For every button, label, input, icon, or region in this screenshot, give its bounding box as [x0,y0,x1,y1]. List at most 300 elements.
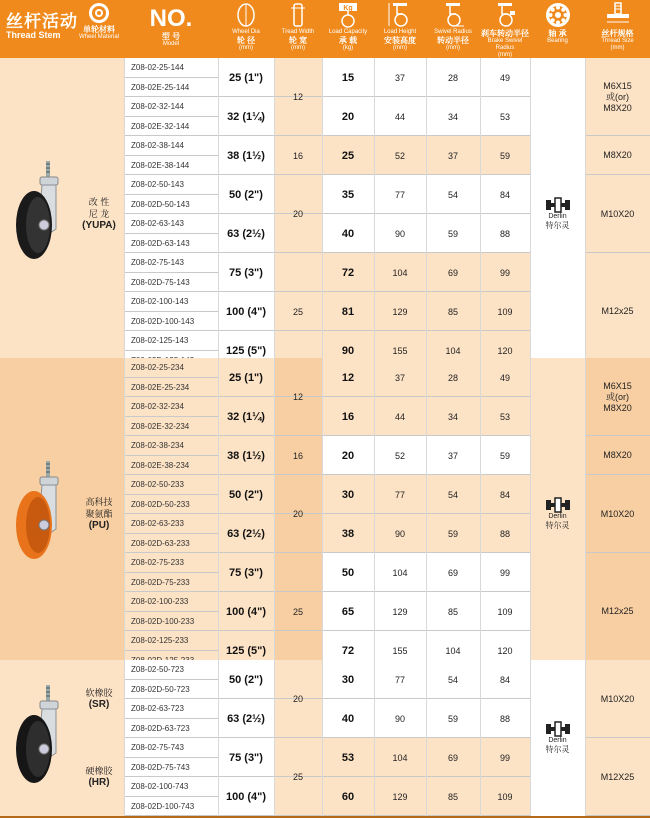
thread-size-line: M12x25 [601,306,634,316]
wheel-diameter [218,175,274,214]
tread-width-unit: (mm) [291,45,305,51]
height-en: Load Height [383,29,417,35]
brake-swivel-radius: 84 [499,489,510,500]
load-capacity: 16 [341,410,355,423]
model-number: Z08-02D-63-143 [131,238,190,248]
wheel-dia-inch: (3") [244,751,263,764]
swivel-radius: 54 [447,674,458,685]
material-cn: 软橡胶 [85,688,113,698]
bearing-en: Derlin [548,737,567,744]
wheel-dia-inch: (5") [247,344,267,357]
brake-swivel-radius: 120 [497,645,513,656]
tread-width: 16 [292,450,303,461]
thread-size [585,475,650,553]
column-divider [322,58,323,370]
wheel-diameter [218,58,274,97]
thread-size [585,253,650,370]
thread-header [585,0,650,58]
swivel-radius: 104 [445,645,461,656]
column-divider [218,660,219,816]
material-en: (SR) [88,699,110,710]
wheel-dia-inch: (4") [247,605,267,618]
wheel-dia-inch: (5") [247,644,267,657]
swivel-radius: 37 [447,450,458,461]
column-divider [374,58,375,370]
column-divider [274,358,275,670]
derlin-bearing-icon [545,197,571,213]
wheel-material-cn: 单轮材料 [83,25,115,34]
thread-size [585,436,650,475]
swivel-radius: 69 [447,752,458,763]
wheel-dia-mm: 50 [229,673,242,686]
column-divider [530,358,531,670]
load-capacity: 20 [341,449,355,462]
wheel-dia-mm: 50 [229,488,242,501]
model-number: Z08-02-32-234 [131,402,184,412]
thread-size-line: 或(or) [606,91,629,102]
wheel-dia-inch: (1½) [242,149,265,162]
column-divider [426,58,427,370]
load-height: 104 [392,752,408,763]
load-capacity: 40 [341,712,355,725]
brake-swivel-radius: 99 [499,267,510,278]
wheel-dia-inch: (2½) [242,527,265,540]
model-number: Z08-02-32-144 [131,102,184,112]
swivel-header [426,0,480,58]
swivel-radius: 59 [447,528,458,539]
height-cn: 安装高度 [384,36,416,45]
thread-unit: (mm) [610,45,625,51]
wheel-diameter [218,553,274,592]
bearing-en: Derlin [548,213,567,220]
bearing-cn: 特尔灵 [545,745,570,754]
title-cn: 丝杆活动 [6,12,78,31]
model-number: Z08-02E-38-144 [131,160,190,170]
tread-width: 20 [292,694,303,704]
bearing-icon [545,2,571,28]
model-number: Z08-02-63-143 [131,219,184,229]
no-label: NO. [149,5,193,32]
wheel-dia-cn: 轮 径 [236,36,256,45]
thread-size [585,175,650,253]
thread-size-line: M8X20 [603,402,632,413]
brake-swivel-radius: 109 [497,606,513,617]
brake-cn: 刹车转动半径 [481,29,529,38]
wheel-dia-inch: (4") [247,305,267,318]
derlin-bearing-icon [545,721,571,737]
model-number: Z08-02-75-743 [131,743,184,753]
wheel-diameter [218,214,274,253]
model-number: Z08-02D-50-723 [131,684,190,694]
model-number: Z08-02D-100-233 [131,616,195,626]
wheel-dia-inch: (1") [244,371,263,384]
column-divider [585,58,586,370]
bearing-cn: 特尔灵 [545,221,570,230]
material-cn: 改 性 尼 龙 [88,197,110,219]
load-capacity: 38 [341,527,355,540]
material-cn: 硬橡胶 [85,766,113,776]
load-capacity: 30 [341,488,355,501]
swivel-radius: 54 [447,489,458,500]
brake-swivel-icon [492,2,518,28]
column-divider [374,358,375,670]
thread-size-line: M10X20 [600,693,635,704]
load-height: 155 [392,645,408,656]
wheel-dia-mm: 100 [225,305,245,318]
wheel-dia-mm: 25 [229,371,242,384]
bearing-cell [530,58,585,370]
brake-swivel-radius: 59 [499,450,510,461]
load-capacity: 40 [341,227,355,240]
tread-width-cn: 轮 宽 [288,36,308,45]
load-height: 104 [392,267,408,278]
wheel-dia-inch: (1½) [242,449,265,462]
wheel-diameter [218,97,274,136]
thread-size-line: M6X15 [603,80,632,91]
load-height: 77 [394,189,405,200]
column-divider [274,660,275,816]
model-en: Model [162,41,180,47]
wheel-dia-mm: 100 [225,790,245,803]
model-number: Z08-02-38-144 [131,141,184,151]
brake-swivel-radius: 84 [499,674,510,685]
wheel-dia-inch: (1¼) [242,410,265,423]
wheel-dia-header [218,0,274,58]
swivel-radius: 37 [447,150,458,161]
column-divider [124,358,125,670]
swivel-radius-icon [440,2,466,28]
column-divider [426,358,427,670]
bearing-cn: 轴 承 [548,29,567,38]
swivel-en: Swivel Radius [434,29,472,35]
column-divider [530,58,531,370]
brake-swivel-radius: 120 [497,345,513,356]
swivel-radius: 34 [447,411,458,422]
thread-size [585,660,650,738]
thread-size [585,136,650,175]
brake-swivel-radius: 49 [499,72,510,83]
wheel-dia-inch: (2") [244,188,263,201]
column-divider [480,58,481,370]
load-height: 90 [394,528,405,539]
tread-width-header [274,0,322,58]
load-capacity: 50 [341,566,355,579]
wheel-material [74,660,124,738]
tread-width: 16 [292,150,303,161]
brake-swivel-radius: 88 [499,713,510,724]
thread-size-line: M12x25 [601,606,634,616]
model-header [124,0,218,58]
wheel-material [74,738,124,816]
wheel-dia-mm: 50 [229,188,242,201]
load-height: 77 [394,674,405,685]
brake-swivel-radius: 53 [499,111,510,122]
model-number: Z08-02E-38-234 [131,460,190,470]
swivel-radius: 54 [447,189,458,200]
swivel-radius: 69 [447,267,458,278]
brake-swivel-radius: 49 [499,372,510,383]
column-divider [480,358,481,670]
swivel-radius: 59 [447,228,458,239]
wheel-dia-mm: 75 [229,566,242,579]
brake-swivel-radius: 109 [497,306,513,317]
load-icon [335,2,361,28]
load-height: 52 [394,150,405,161]
wheel-dia-mm: 75 [229,751,242,764]
swivel-cn: 转动半径 [437,36,469,45]
wheel-diameter [218,436,274,475]
load-header [322,0,374,58]
wheel-diameter [218,475,274,514]
wheel-dia-mm: 125 [225,344,245,357]
column-divider [124,660,125,816]
column-divider [530,660,531,816]
wheel-dia-mm: 125 [225,644,245,657]
bearing-header [530,0,585,58]
thread-size-line: 或(or) [606,391,629,402]
caster-wheel-icon [10,159,68,269]
thread-size-line: M12X25 [600,771,635,782]
wheel-dia-mm: 38 [227,449,240,462]
thread-size-line: M8X20 [603,450,632,460]
model-number: Z08-02-100-743 [131,782,189,792]
tread-width: 12 [292,392,303,402]
column-divider [218,358,219,670]
thread-size [585,553,650,670]
table-header [0,0,650,58]
model-number: Z08-02-50-143 [131,180,184,190]
load-capacity: 20 [341,110,355,123]
load-height: 104 [392,567,408,578]
wheel-dia-mm: 100 [225,605,245,618]
wheel-diameter [218,397,274,436]
load-icon-label: Kg [343,5,353,12]
model-number: Z08-02E-25-234 [131,382,190,392]
brake-en: Brake Swivel Radius [487,38,523,51]
model-number: Z08-02-125-143 [131,336,189,346]
wheel-material-en: Wheel Material [78,34,119,40]
load-capacity: 35 [341,188,355,201]
load-capacity: 72 [341,644,355,657]
caster-wheel-icon [10,459,68,569]
tread-width: 20 [292,209,303,219]
wheel-dia-inch: (2") [244,673,263,686]
load-capacity: 60 [341,790,355,803]
thread-size-icon [605,2,631,28]
wheel-diameter [218,777,274,816]
load-capacity: 90 [341,344,355,357]
height-unit: (mm) [393,45,407,51]
wheel-dia-inch: (2½) [242,227,265,240]
brake-unit: (mm) [498,52,512,58]
load-capacity: 12 [341,371,355,384]
thread-size [585,58,650,136]
load-capacity: 15 [341,71,355,84]
thread-size-line: M8X20 [603,150,632,160]
material-en: (HR) [88,777,110,788]
wheel-dia-mm: 32 [227,110,240,123]
column-divider [124,58,125,370]
tread-width: 12 [292,92,303,102]
brake-swivel-radius: 88 [499,228,510,239]
wheel-material [74,58,124,370]
column-divider [218,58,219,370]
brake-swivel-radius: 109 [497,791,513,802]
material-cn: 高科技 聚氨酯 [85,497,113,519]
brake-header [480,0,530,58]
derlin-bearing-icon [545,497,571,513]
load-capacity: 72 [341,266,355,279]
load-capacity: 30 [341,673,355,686]
column-divider [322,660,323,816]
load-height: 129 [392,306,408,317]
model-number: Z08-02D-75-743 [131,762,190,772]
model-number: Z08-02E-32-144 [131,121,190,131]
load-height: 44 [394,111,405,122]
load-capacity: 81 [341,305,355,318]
brake-swivel-radius: 99 [499,752,510,763]
column-divider [426,660,427,816]
column-divider [480,660,481,816]
swivel-radius: 28 [447,372,458,383]
model-number: Z08-02-75-143 [131,258,184,268]
wheel-dia-mm: 63 [227,227,240,240]
load-en: Load Capacity [328,29,368,35]
wheel-dia-mm: 63 [227,712,240,725]
thread-size [585,738,650,816]
wheel-dia-icon [236,2,256,28]
brake-swivel-radius: 84 [499,189,510,200]
wheel-dia-inch: (3") [244,266,263,279]
model-number: Z08-02-75-233 [131,558,184,568]
model-number: Z08-02D-50-233 [131,499,190,509]
tread-width: 25 [292,772,303,782]
swivel-radius: 69 [447,567,458,578]
bearing-en: Derlin [548,513,567,520]
material-en: (YUPA) [82,220,116,231]
model-number: Z08-02-63-723 [131,704,184,714]
wheel-diameter [218,514,274,553]
model-number: Z08-02-50-233 [131,480,184,490]
load-height: 129 [392,791,408,802]
model-number: Z08-02D-50-143 [131,199,190,209]
wheel-dia-inch: (4") [247,790,267,803]
wheel-diameter [218,660,274,699]
model-number: Z08-02D-100-743 [131,801,195,811]
wheel-diameter [218,592,274,631]
swivel-unit: (mm) [446,45,460,51]
bearing-en: Bearing [547,38,568,44]
load-capacity: 65 [341,605,355,618]
wheel-dia-inch: (2½) [242,712,265,725]
model-number: Z08-02D-100-143 [131,316,195,326]
swivel-radius: 104 [445,345,461,356]
wheel-dia-en: Wheel Dia [232,29,260,35]
wheel-material-icon [88,2,110,24]
material-en: (PU) [88,520,110,531]
model-number: Z08-02-100-233 [131,597,189,607]
model-number: Z08-02D-75-143 [131,277,190,287]
load-capacity: 53 [341,751,355,764]
column-divider [585,660,586,816]
load-height: 155 [392,345,408,356]
wheel-diameter [218,292,274,331]
wheel-diameter [218,253,274,292]
column-divider [322,358,323,670]
swivel-radius: 59 [447,713,458,724]
model-number: Z08-02E-25-144 [131,82,190,92]
swivel-radius: 34 [447,111,458,122]
brake-swivel-radius: 53 [499,411,510,422]
model-number: Z08-02-25-144 [131,63,184,73]
column-divider [585,358,586,670]
wheel-diameter [218,699,274,738]
wheel-dia-inch: (2") [244,488,263,501]
thread-size-line: M8X20 [603,102,632,113]
swivel-radius: 85 [447,791,458,802]
swivel-radius: 85 [447,606,458,617]
wheel-dia-mm: 25 [229,71,242,84]
tread-width: 25 [292,306,303,317]
wheel-dia-unit: (mm) [239,45,253,51]
wheel-material [74,358,124,670]
thread-size-line: M6X15 [603,380,632,391]
wheel-dia-inch: (3") [244,566,263,579]
model-number: Z08-02-100-143 [131,297,189,307]
tread-width: 20 [292,509,303,519]
load-height: 37 [394,72,405,83]
wheel-dia-inch: (1¼) [242,110,265,123]
column-divider [274,58,275,370]
wheel-material-header [74,0,124,58]
load-height: 77 [394,489,405,500]
load-height: 129 [392,606,408,617]
model-number: Z08-02D-63-723 [131,723,190,733]
tread-width: 25 [292,606,303,617]
swivel-radius: 85 [447,306,458,317]
model-number: Z08-02-38-234 [131,441,184,451]
model-number: Z08-02-25-234 [131,363,184,373]
brake-swivel-radius: 99 [499,567,510,578]
load-height: 90 [394,228,405,239]
load-height: 90 [394,713,405,724]
load-capacity: 25 [341,149,355,162]
model-number: Z08-02-63-233 [131,519,184,529]
load-unit: (kg) [342,45,354,51]
thread-size-line: M10X20 [600,208,635,219]
model-number: Z08-02D-75-233 [131,577,190,587]
wheel-dia-inch: (1") [244,71,263,84]
load-height-icon [387,2,413,28]
height-header [374,0,426,58]
model-cn: 型 号 [161,32,181,41]
wheel-diameter [218,738,274,777]
load-height: 52 [394,450,405,461]
model-number: Z08-02-50-723 [131,665,184,675]
thread-size-line: M10X20 [600,508,635,519]
load-height: 44 [394,411,405,422]
caster-wheel-icon [10,683,68,793]
title-en: Thread Stem [6,30,61,40]
wheel-dia-mm: 75 [229,266,242,279]
model-number: Z08-02D-63-233 [131,538,190,548]
swivel-radius: 28 [447,72,458,83]
wheel-diameter [218,358,274,397]
brake-swivel-radius: 88 [499,528,510,539]
bearing-cell [530,358,585,670]
bearing-cn: 特尔灵 [545,521,570,530]
wheel-dia-mm: 32 [227,410,240,423]
